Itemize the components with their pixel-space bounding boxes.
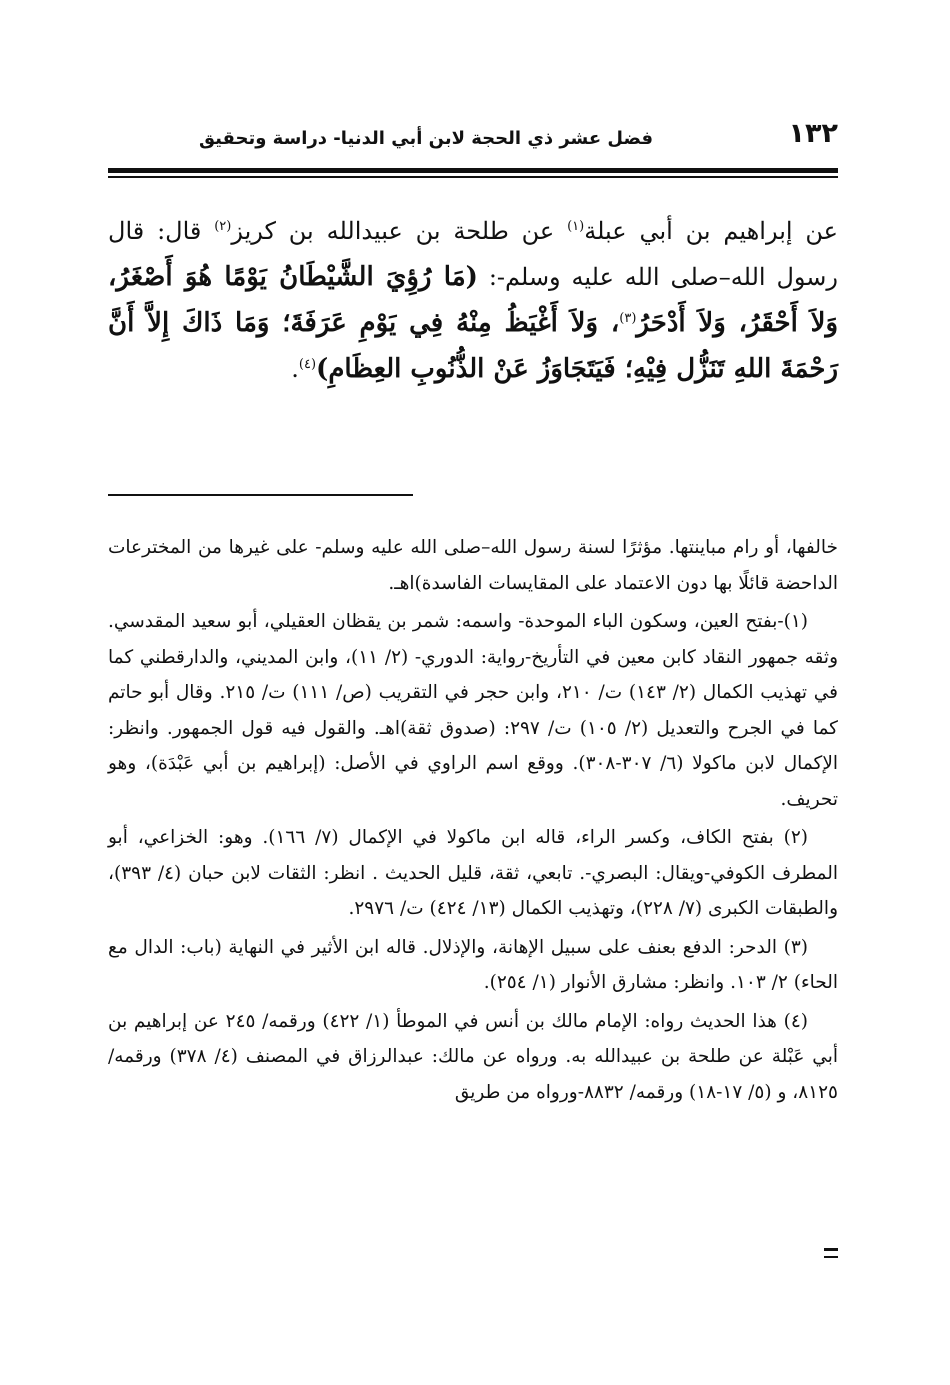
isnad-text-2: عن طلحة بن عبيدالله بن كريز [231,217,568,245]
footnote-2: (٢) بفتح الكاف، وكسر الراء، قاله ابن ماكولا في الإكمال (٧/ ١٦٦). وهو: الخزاعي، أبو المطرف الكوفي-ويقال: البصري-. تابعي، ثقة، قليل الحديث . انظر: الثقات لابن حبان (٤/ ٣٩٣)، والطبقات الكبرى (٧/ ٢٢٨)، وتهذيب الكمال (١٣/ ٤٢٤) ت/ ٢٩٧٦. [108,827,838,919]
end-period: . [291,355,299,383]
isnad-text: عن إبراهيم بن أبي عبلة [584,217,838,245]
hadith-text-2: ، وَلاَ أَغْيَظُ مِنْهُ فِي يَوْمِ عَرَفَةَ؛ وَمَا ذَاكَ إِلاَّ أَنَّ رَحْمَةَ اللهِ تَنَزُّل فِيْهِ؛ فَيَتَجَاوَزُ عَنْ الذُّنُوبِ العِظَامِ) [108,308,838,384]
book-page [108,0,838,1385]
page-number: ١٣٢ [788,118,838,149]
main-text [108,208,838,392]
footnote-1: (١)-بفتح العين، وسكون الباء الموحدة- واسمه: شمر بن يقظان العقيلي، أبو سعيد المقدسي. وثقه جمهور النقاد كابن معين في التأريخ-رواية: الدوري- (٢/ ١١)، وابن المديني، والدارقطني كما في تهذيب الكمال (٢/ ١٤٣) ت/ ٢١٠، وابن حجر في التقريب (ص/ ١١١) ت/ ٢١٥. وقال أبو حاتم كما في الجرح والتعديل (٢/ ١٠٥) ت/ ٢٩٧: (صدوق ثقة)اهـ. والقول فيه قول الجمهور. وانظر: الإكمال لابن ماكولا (٦/ ٣٠٧-٣٠٨). ووقع اسم الراوي في الأصل: (إبراهيم بن أبي عَبْدَة)، وهو تحريف. [108,611,839,810]
footnote-ref-4: (٤) [298,357,317,372]
isnad-text-3: قال: قال رسول الله–صلى الله عليه وسلم-: [108,217,839,291]
footnote-4: (٤) هذا الحديث رواه: الإمام مالك بن أنس في الموطأ (١/ ٤٢٢) ورقمه/ ٢٤٥ عن إبراهيم بن أبي عَبْلة عن طلحة بن عبيدالله به. ورواه عن مالك: عبدالرزاق في المصنف (٤/ ٣٧٨) ورقمه/ ٨١٢٥، و (٥/ ١٧-١٨) ورقمه/ ٨٨٣٢-ورواه من طريق [108,1010,838,1103]
continuation-mark [824,1248,838,1263]
footnote-ref-2: (٢) [214,219,232,234]
footnote-separator [108,494,413,496]
page-header [108,118,838,158]
footnotes [108,530,838,1113]
footnote-3: (٣) الدحر: الدفع بعنف على سبيل الإهانة، والإذلال. قاله ابن الأثير في النهاية (باب: الدال مع الحاء) ٢/ ١٠٣. وانظر: مشارق الأنوار (١/ ٢٥٤). [108,936,838,993]
hadith-text: (مَا رُؤِيَ الشَّيْطَانُ يَوْمًا هُوَ أَصْغَرُ، وَلاَ أَحْقَرُ، وَلاَ أَدْحَرُ [108,262,838,338]
running-head-title: فضل عشر ذي الحجة لابن أبي الدنيا- دراسة وتحقيق [198,128,653,149]
header-rule-thick [108,168,838,173]
footnote-ref-3: (٣) [619,311,637,326]
footnote-continuation: خالفها، أو رام مباينتها. مؤثرًا لسنة رسول الله–صلى الله عليه وسلم- على غيرها من المخترعات الداحضة قائلًا بها دون الاعتماد على المقايسات الفاسدة)اهـ. [108,537,838,594]
footnote-ref-1: (١) [567,219,585,234]
header-rule-thin [108,176,838,178]
